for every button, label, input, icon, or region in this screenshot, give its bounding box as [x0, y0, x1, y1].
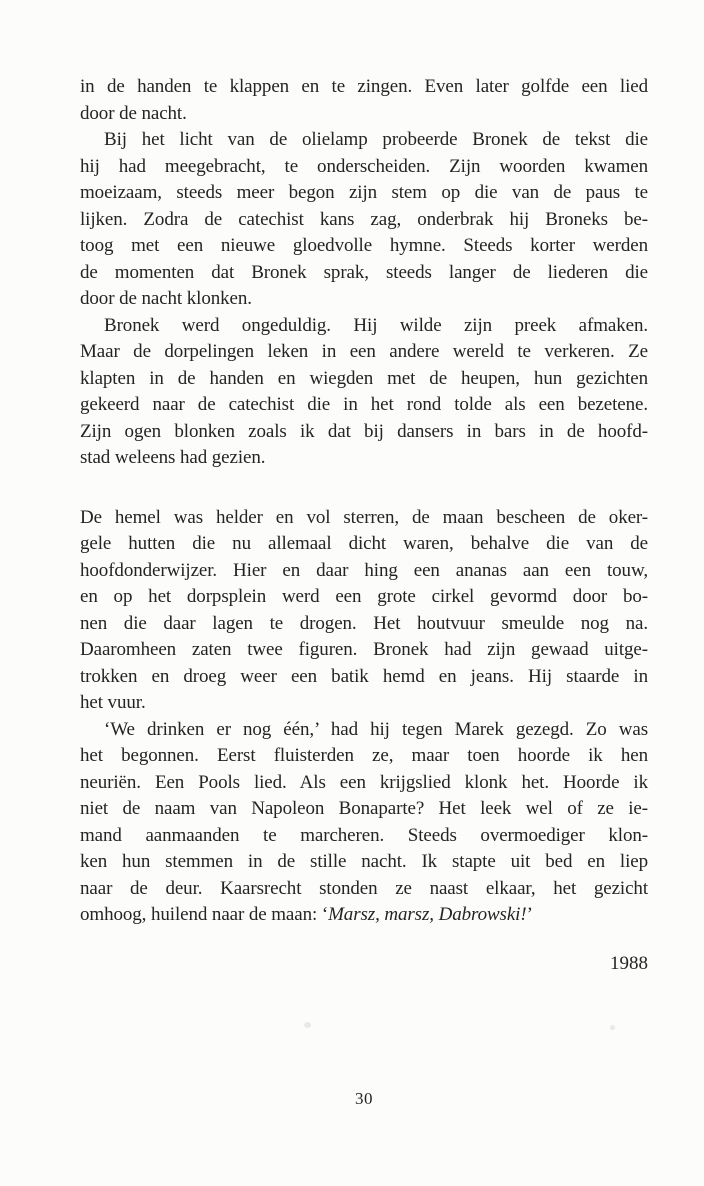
text-line	[80, 690, 648, 717]
text-run: de momenten dat Bronek sprak, steeds langer de liederen die	[80, 261, 648, 283]
text-line	[80, 101, 648, 128]
text-line	[80, 531, 648, 558]
text-run: klapten in de handen en wiegden met de heupen, hun gezichten	[80, 367, 648, 389]
text-run: nen die daar lagen te drogen. Het houtvuur smeulde nog na.	[80, 612, 648, 634]
section-break	[80, 472, 648, 505]
text-run: Daaromheen zaten twee figuren. Bronek had zijn gewaad uitge-	[80, 639, 648, 660]
text-line	[80, 313, 648, 340]
text-line	[80, 154, 648, 181]
text-line	[80, 286, 648, 313]
text-line	[80, 664, 648, 691]
text-line	[80, 743, 648, 770]
text-run: omhoog, huilend naar de maan: ‘	[80, 904, 329, 925]
text-run: Bronek werd ongeduldig. Hij wilde zijn preek afmaken.	[104, 314, 648, 336]
text-run: gekeerd naar de catechist die in het rond tolde als een bezetene.	[80, 394, 648, 415]
text-line	[80, 902, 648, 929]
text-line	[80, 558, 648, 585]
text-line	[80, 611, 648, 638]
text-run: ken hun stemmen in de stille nacht. Ik stapte uit bed en liep	[80, 851, 648, 872]
text-run: De hemel was helder en vol sterren, de maan bescheen de oker-	[80, 506, 648, 528]
text-line	[80, 180, 648, 207]
text-run: Zijn ogen blonken zoals ik dat bij dansers in bars in de hoofd-	[80, 420, 648, 442]
italic-text: Marsz, marsz, Dabrowski!	[328, 904, 527, 925]
text-line	[80, 392, 648, 419]
text-line	[80, 796, 648, 823]
text-run: het vuur.	[80, 692, 146, 713]
text-line	[80, 366, 648, 393]
text-line	[80, 260, 648, 287]
text-run: hij had meegebracht, te onderscheiden. Zijn woorden kwamen	[80, 155, 648, 177]
text-run: gele hutten die nu allemaal dicht waren, behalve die van de	[80, 533, 648, 554]
text-line	[80, 637, 648, 664]
year-label: 1988	[610, 953, 648, 974]
text-line	[80, 127, 648, 154]
text-run: neuriën. Een Pools lied. Als een krijgslied klonk het. Hoorde ik	[80, 771, 648, 793]
paragraph	[80, 505, 648, 717]
text-run: door de nacht.	[80, 102, 187, 124]
paragraph	[80, 313, 648, 472]
paragraph	[80, 74, 648, 127]
text-run: mand aanmaanden te marcheren. Steeds overmoediger klon-	[80, 824, 648, 846]
text-line	[80, 74, 648, 101]
text-line	[80, 339, 648, 366]
text-run: toog met een nieuwe gloedvolle hymne. Steeds korter werden	[80, 235, 648, 256]
text-run: moeizaam, steeds meer begon zijn stem op die van de paus te	[80, 182, 648, 203]
text-line	[80, 823, 648, 850]
text-line	[80, 505, 648, 532]
paragraph	[80, 717, 648, 929]
text-run: naar de deur. Kaarsrecht stonden ze naast elkaar, het gezicht	[80, 877, 648, 899]
text-line	[80, 717, 648, 744]
text-run: trokken en droeg weer een batik hemd en jeans. Hij staarde in	[80, 665, 648, 687]
text-run: door de nacht klonken.	[80, 288, 252, 309]
text-line	[80, 876, 648, 903]
text-run: Bij het licht van de olielamp probeerde Bronek de tekst die	[104, 129, 648, 150]
text-line	[80, 445, 648, 472]
text-line	[80, 207, 648, 234]
scan-speck	[304, 1022, 311, 1028]
text-run: niet de naam van Napoleon Bonaparte? Het leek wel of ze ie-	[80, 798, 648, 819]
text-line	[80, 849, 648, 876]
scan-speck	[610, 1025, 615, 1030]
page-number: 30	[355, 1089, 373, 1108]
text-run: ’	[526, 904, 533, 925]
text-run: Maar de dorpelingen leken in een andere wereld te verkeren. Ze	[80, 341, 648, 362]
paragraph	[80, 127, 648, 313]
text-run: en op het dorpsplein werd een grote cirkel gevormd door bo-	[80, 586, 648, 607]
text-line	[80, 584, 648, 611]
text-run: stad weleens had gezien.	[80, 447, 266, 468]
text-run: hoofdonderwijzer. Hier en daar hing een ananas aan een touw,	[80, 559, 648, 581]
text-run: lijken. Zodra de catechist kans zag, onderbrak hij Broneks be-	[80, 208, 648, 230]
text-line	[80, 770, 648, 797]
text-run: het begonnen. Eerst fluisterden ze, maar toen hoorde ik hen	[80, 745, 648, 766]
text-run: in de handen te klappen en te zingen. Even later golfde een lied	[80, 76, 648, 97]
text-line	[80, 419, 648, 446]
text-run: ‘We drinken er nog één,’ had hij tegen Marek gezegd. Zo was	[104, 718, 648, 740]
page-text	[80, 74, 648, 929]
text-line	[80, 233, 648, 260]
